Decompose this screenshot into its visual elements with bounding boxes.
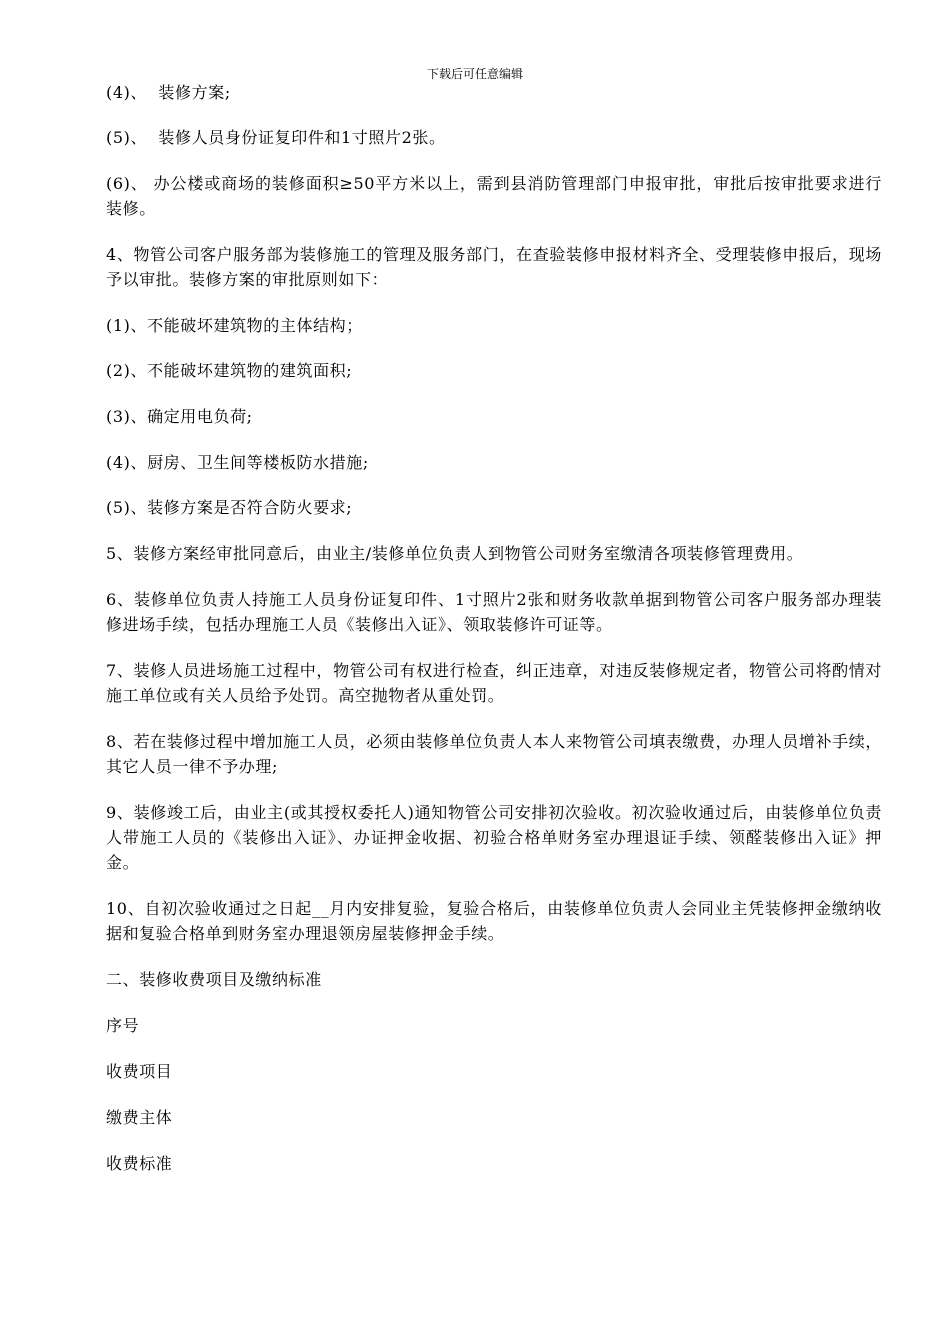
section-heading: 二、装修收费项目及缴纳标准	[106, 970, 322, 989]
table-header-item: 收费项目	[106, 1062, 173, 1081]
paragraph-7: 7、装修人员进场施工过程中，物管公司有权进行检查，纠正违章，对违反装修规定者，物管公司将酌情对施工单位或有关人员给予处罚。高空抛物者从重处罚。	[106, 661, 882, 705]
paragraph-8: 8、若在装修过程中增加施工人员，必须由装修单位负责人本人来物管公司填表缴费，办理人员增补手续，其它人员一律不予办理;	[106, 732, 882, 776]
paragraph-5: 5、装修方案经审批同意后，由业主/装修单位负责人到物管公司财务室缴清各项装修管理费用。	[106, 544, 804, 563]
approval-item-4: (4)、厨房、卫生间等楼板防水措施;	[106, 453, 369, 472]
list-item-6: (6)、 办公楼或商场的装修面积≥50平方米以上，需到县消防管理部门申报审批，审批后按审批要求进行装修。	[106, 174, 882, 218]
table-header-standard: 收费标准	[106, 1154, 173, 1173]
table-header-index: 序号	[106, 1016, 140, 1035]
table-header-payer: 缴费主体	[106, 1108, 173, 1127]
approval-item-3: (3)、确定用电负荷;	[106, 407, 253, 426]
document-body	[106, 80, 882, 1176]
approval-item-1: (1)、不能破坏建筑物的主体结构；	[106, 316, 363, 335]
approval-item-2: (2)、不能破坏建筑物的建筑面积;	[106, 361, 353, 380]
approval-item-5: (5)、装修方案是否符合防火要求;	[106, 498, 353, 517]
paragraph-6: 6、装修单位负责人持施工人员身份证复印件、1寸照片2张和财务收款单据到物管公司客户服务部办理装修进场手续，包括办理施工人员《装修出入证》、领取装修许可证等。	[106, 590, 882, 634]
list-item-5: (5)、 装修人员身份证复印件和1寸照片2张。	[106, 128, 446, 147]
paragraph-9: 9、装修竣工后，由业主(或其授权委托人)通知物管公司安排初次验收。初次验收通过后，由装修单位负责人带施工人员的《装修出入证》、办证押金收据、初验合格单财务室办理退证手续、领醛装修出入证》押金。	[106, 803, 882, 872]
list-item-4: (4)、 装修方案;	[106, 83, 231, 102]
paragraph-10: 10、自初次验收通过之日起__月内安排复验，复验合格后，由装修单位负责人会同业主凭装修押金缴纳收据和复验合格单到财务室办理退领房屋装修押金手续。	[106, 899, 882, 943]
paragraph-4: 4、物管公司客户服务部为装修施工的管理及服务部门，在查验装修申报材料齐全、受理装修申报后，现场予以审批。装修方案的审批原则如下：	[106, 245, 882, 289]
watermark-header: 下载后可任意编辑	[426, 67, 523, 81]
